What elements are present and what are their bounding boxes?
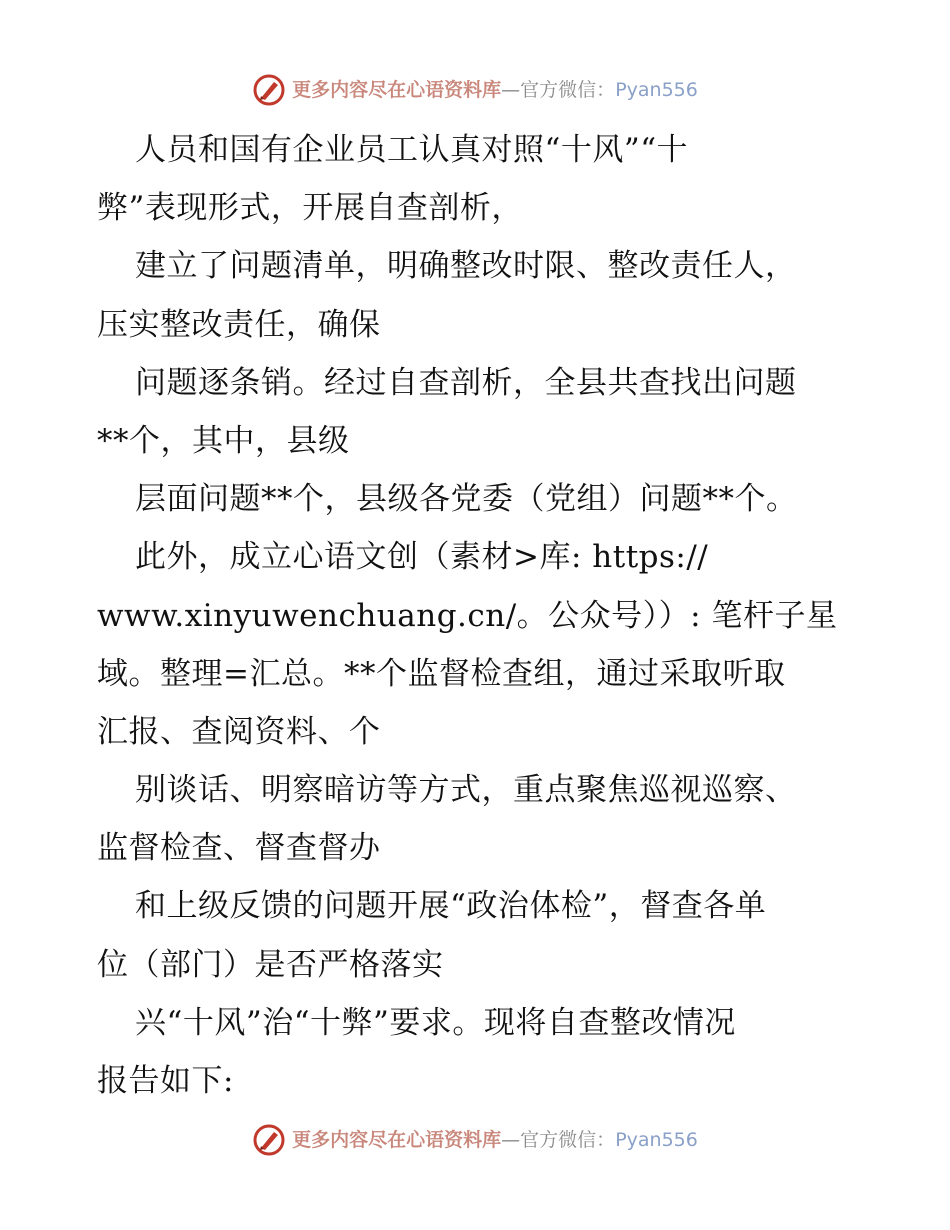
body-line: 人员和国有企业员工认真对照“十风”“十: [135, 132, 689, 168]
document-body: [97, 121, 857, 1110]
quill-logo-icon: [252, 73, 286, 107]
header-watermark-banner: [0, 70, 950, 110]
banner-wechat-label: —官方微信：: [501, 78, 616, 101]
banner-wechat-id: Pyan556: [615, 78, 698, 101]
body-line: 和上级反馈的问题开展“政治体检”，督查各单: [135, 888, 767, 925]
quill-logo-icon: [252, 1123, 286, 1157]
body-line: 此外，成立心语文创（素材>库: https://: [135, 539, 709, 576]
footer-watermark-banner: [0, 1120, 950, 1160]
body-line: 别谈话、明察暗访等方式，重点聚焦巡视巡察、: [135, 772, 797, 809]
body-line: 报告如下:: [97, 1063, 234, 1099]
body-line: www.xinyuwenchuang.cn/。公众号））: 笔杆子星: [97, 597, 838, 634]
banner-title: 更多内容尽在心语资料库: [292, 1128, 502, 1151]
body-line: **个，其中，县级: [97, 422, 350, 459]
body-line: 建立了问题清单，明确整改时限、整改责任人，: [135, 248, 797, 285]
banner-wechat-label: —官方微信：: [501, 1128, 616, 1151]
body-line: 位（部门）是否严格落实: [97, 946, 444, 983]
body-line: 监督检查、督查督办: [97, 830, 381, 867]
body-line: 兴“十风”治“十弊”要求。现将自查整改情况: [135, 1004, 736, 1041]
body-line: 域。整理=汇总。**个监督检查组，通过采取听取: [97, 655, 786, 692]
body-line: 弊”表现形式，开展自查剖析，: [97, 190, 523, 227]
banner-title: 更多内容尽在心语资料库: [292, 78, 502, 101]
body-line: 压实整改责任，确保: [97, 306, 381, 343]
banner-wechat-id: Pyan556: [615, 1128, 698, 1151]
body-line: 层面问题**个，县级各党委（党组）问题**个。: [135, 481, 798, 518]
body-line: 汇报、查阅资料、个: [97, 713, 381, 750]
body-line: 问题逐条销。经过自查剖析，全县共查找出问题: [135, 364, 797, 401]
